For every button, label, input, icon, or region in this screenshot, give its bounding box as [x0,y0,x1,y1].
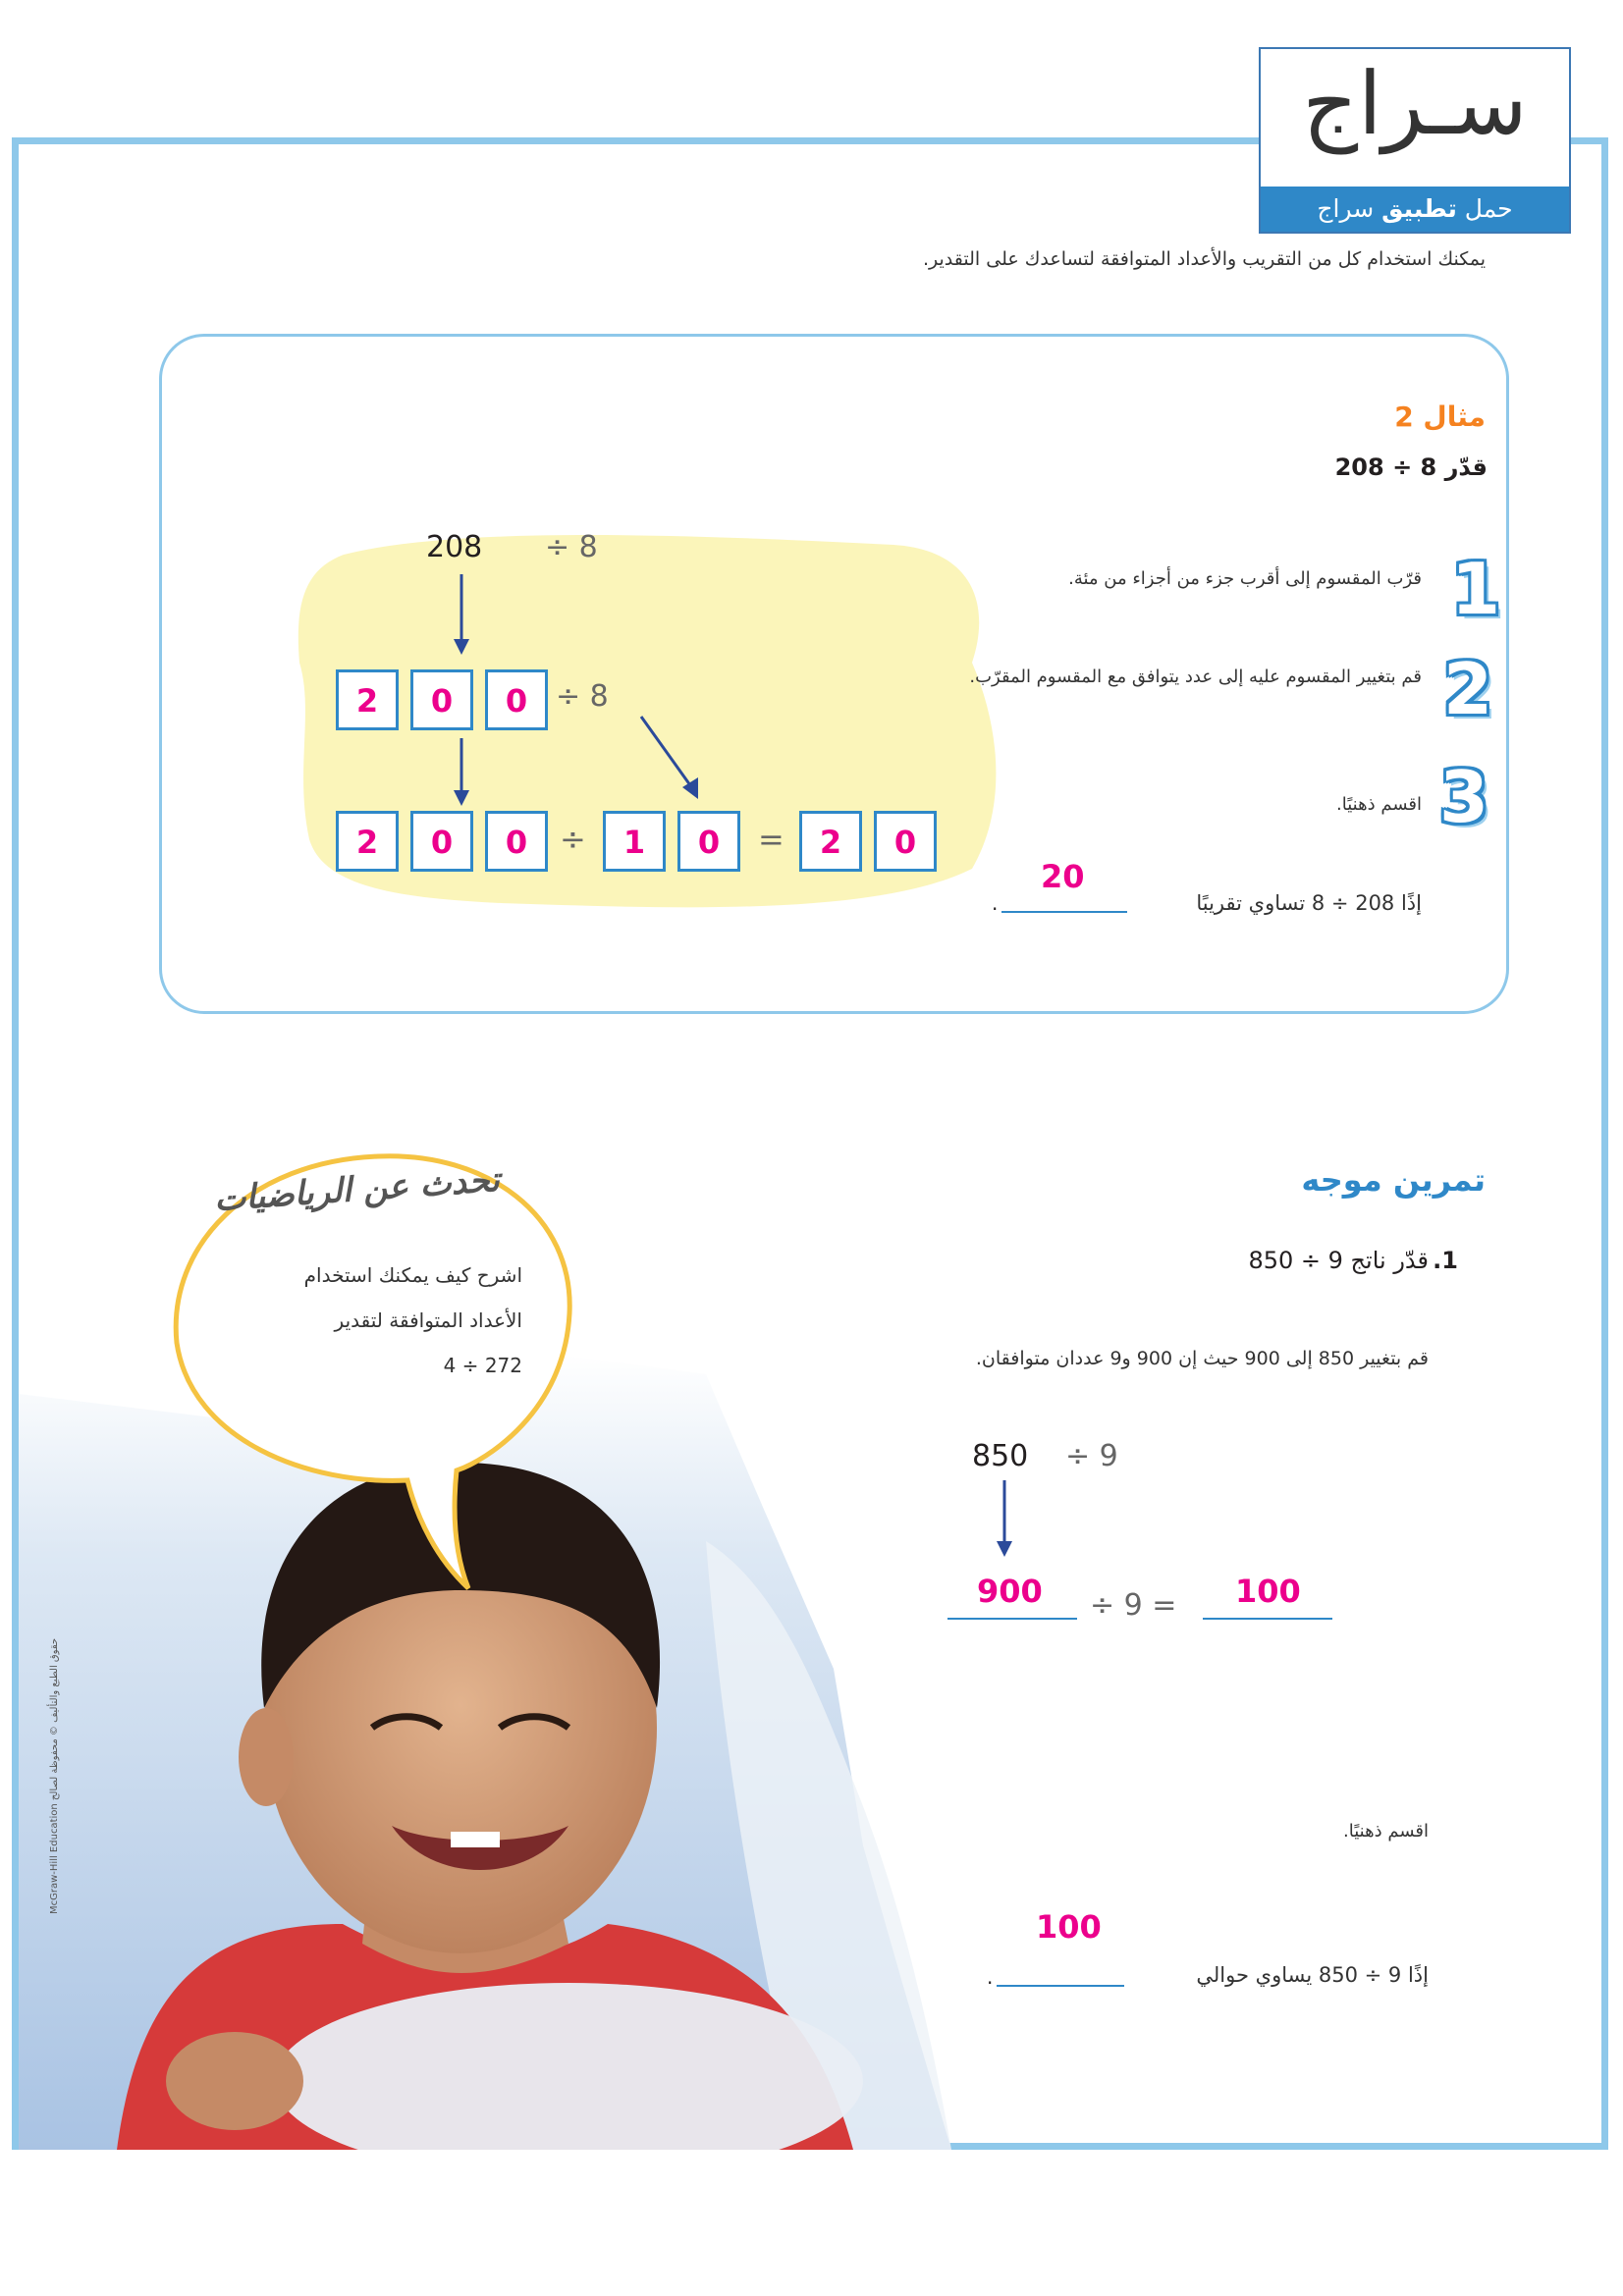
digit-box: 2 [799,811,862,872]
logo-tagline-bold: تطبيق [1381,194,1457,223]
answer-line [1203,1618,1332,1620]
divide-sign: ÷ [560,821,586,858]
question-number: 1. [1433,1247,1458,1274]
gp-conclusion: إذًا 9 ÷ 850 يساوي حوالي [1196,1963,1429,1987]
example-answer: 20 [1041,858,1085,895]
app-logo[interactable] [1259,47,1571,234]
question-text: قدّر ناتج 9 ÷ 850 [1248,1247,1429,1274]
logo-tagline [1261,187,1569,232]
gp-top-dividend: 850 [972,1439,1029,1473]
gp-answer-dividend: 900 [977,1573,1043,1610]
speech-line-1: اشرح كيف يمكنك استخدام [303,1263,522,1287]
mid-divisor: ÷ 8 [556,679,609,714]
gp-final-answer: 100 [1036,1908,1102,1946]
speech-title: تحدث عن الرياضيات [212,1159,502,1220]
copyright-credit: McGraw-Hill Education حقوق الطبع والتأليف © محفوظة لصالح [49,1637,60,1914]
example-conclusion: إذًا 208 ÷ 8 تساوي تقريبًا [1196,891,1422,915]
logo-tagline-suffix: سراج [1317,194,1375,223]
arrow-down-icon [447,738,476,809]
digit-box: 0 [485,669,548,730]
gp-answer-result: 100 [1235,1573,1301,1610]
speech-text [228,1253,522,1388]
answer-line [1001,911,1127,913]
digit-box: 1 [603,811,666,872]
answer-line [997,1985,1124,1987]
speech-line-3: 272 ÷ 4 [443,1354,522,1377]
logo-wordmark: سـراج [1302,53,1528,154]
digit-box: 0 [410,669,473,730]
digit-box: 2 [336,811,399,872]
example-subtitle: قدّر 8 ÷ 208 [1334,454,1488,481]
step-text-1: قرّب المقسوم إلى أقرب جزء من أجزاء من مئة. [1068,568,1422,589]
step-text-3: اقسم ذهنيًا. [1336,794,1422,815]
digit-box: 0 [677,811,740,872]
guided-practice-title: تمرين موجه [1301,1161,1486,1199]
logo-tagline-prefix: حمل [1464,194,1513,223]
arrow-down-icon [447,574,476,658]
digit-box: 2 [336,669,399,730]
top-divisor: ÷ 8 [545,530,598,564]
speech-line-2: الأعداد المتوافقة لتقدير [334,1308,522,1332]
step-number-3: 3 [1439,756,1489,838]
arrow-diagonal-icon [633,707,712,805]
digit-box: 0 [410,811,473,872]
gp-mental-instruction: اقسم ذهنيًا. [1343,1821,1429,1842]
top-dividend: 208 [426,530,483,564]
conclusion-end: . [992,891,999,915]
answer-line [947,1618,1077,1620]
intro-text: يمكنك استخدام كل من التقريب والأعداد المتوافقة لتساعدك على التقدير. [923,248,1486,270]
gp-top-divisor: ÷ 9 [1065,1439,1118,1473]
gp-equation-op: ÷ 9 = [1090,1588,1177,1623]
step-text-2: قم بتغيير المقسوم عليه إلى عدد يتوافق مع المقسوم المقرّب. [969,667,1422,687]
guided-explanation: قم بتغيير 850 إلى 900 حيث إن 900 و9 عددان متوافقان. [975,1348,1429,1369]
arrow-down-icon [990,1480,1019,1561]
step-number-2: 2 [1443,648,1493,730]
example-title: مثال 2 [1394,400,1486,433]
digit-box: 0 [485,811,548,872]
step-number-1: 1 [1451,548,1501,630]
gp-conclusion-end: . [987,1965,994,1989]
equals-sign: = [758,821,784,858]
digit-box: 0 [874,811,937,872]
